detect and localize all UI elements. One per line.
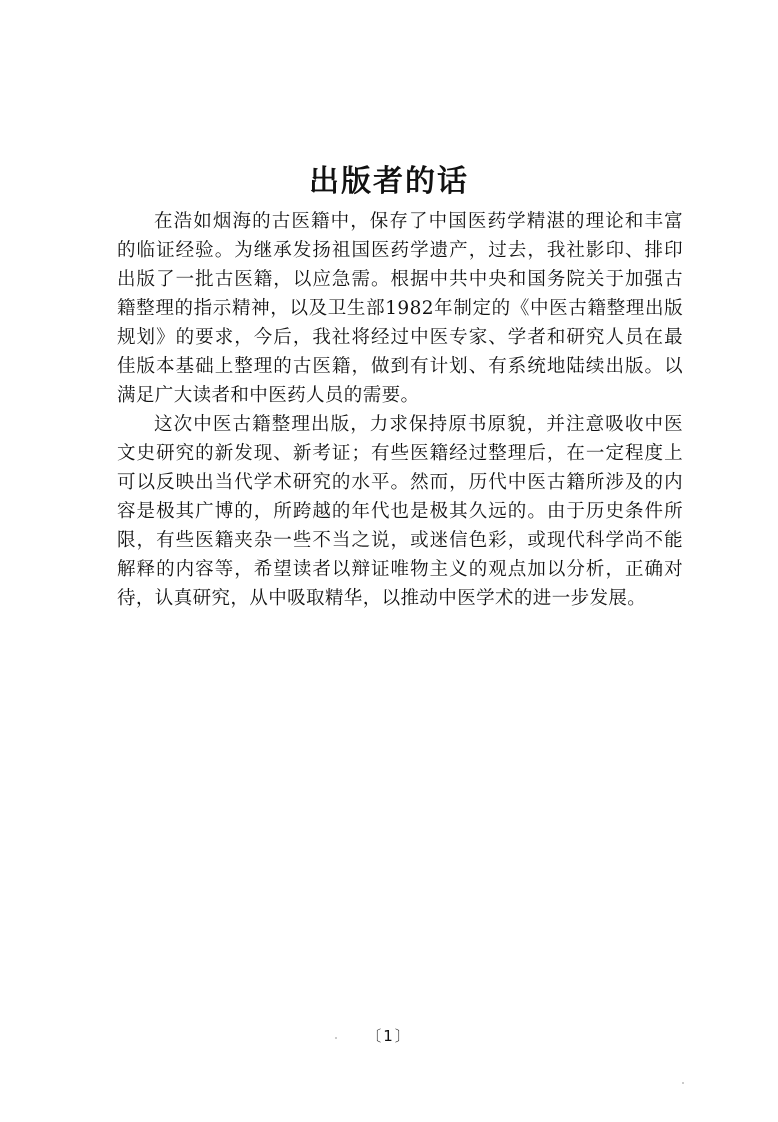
page-number: 〔1〕 <box>366 1027 412 1045</box>
paragraph-2: 这次中医古籍整理出版，力求保持原书原貌，并注意吸收中医文史研究的新发现、新考证；有些医籍经过整理后，在一定程度上可以反映出当代学术研究的水平。然而，历代中医古籍所涉及的内容是极其广博的，所跨越的年代也是极其久远的。由于历史条件所限，有些医籍夹杂一些不当之说，或迷信色彩，或现代科学尚不能解释的内容等，希望读者以辩证唯物主义的观点加以分析，正确对待，认真研究，从中吸取精华，以推动中医学术的进一步发展。 <box>117 414 683 609</box>
scan-speck <box>335 1037 337 1039</box>
scan-speck <box>682 1082 684 1084</box>
page-title: 出版者的话 <box>309 164 469 200</box>
body-text <box>117 207 683 613</box>
paragraph-1: 在浩如烟海的古医籍中，保存了中国医药学精湛的理论和丰富的临证经验。为继承发扬祖国医药学遗产，过去，我社影印、排印出版了一批古医籍，以应急需。根据中共中央和国务院关于加强古籍整理的指示精神，以及卫生部1982年制定的《中医古籍整理出版规划》的要求，今后，我社将经过中医专家、学者和研究人员在最佳版本基础上整理的古医籍，做到有计划、有系统地陆续出版。以满足广大读者和中医药人员的需要。 <box>117 211 683 406</box>
